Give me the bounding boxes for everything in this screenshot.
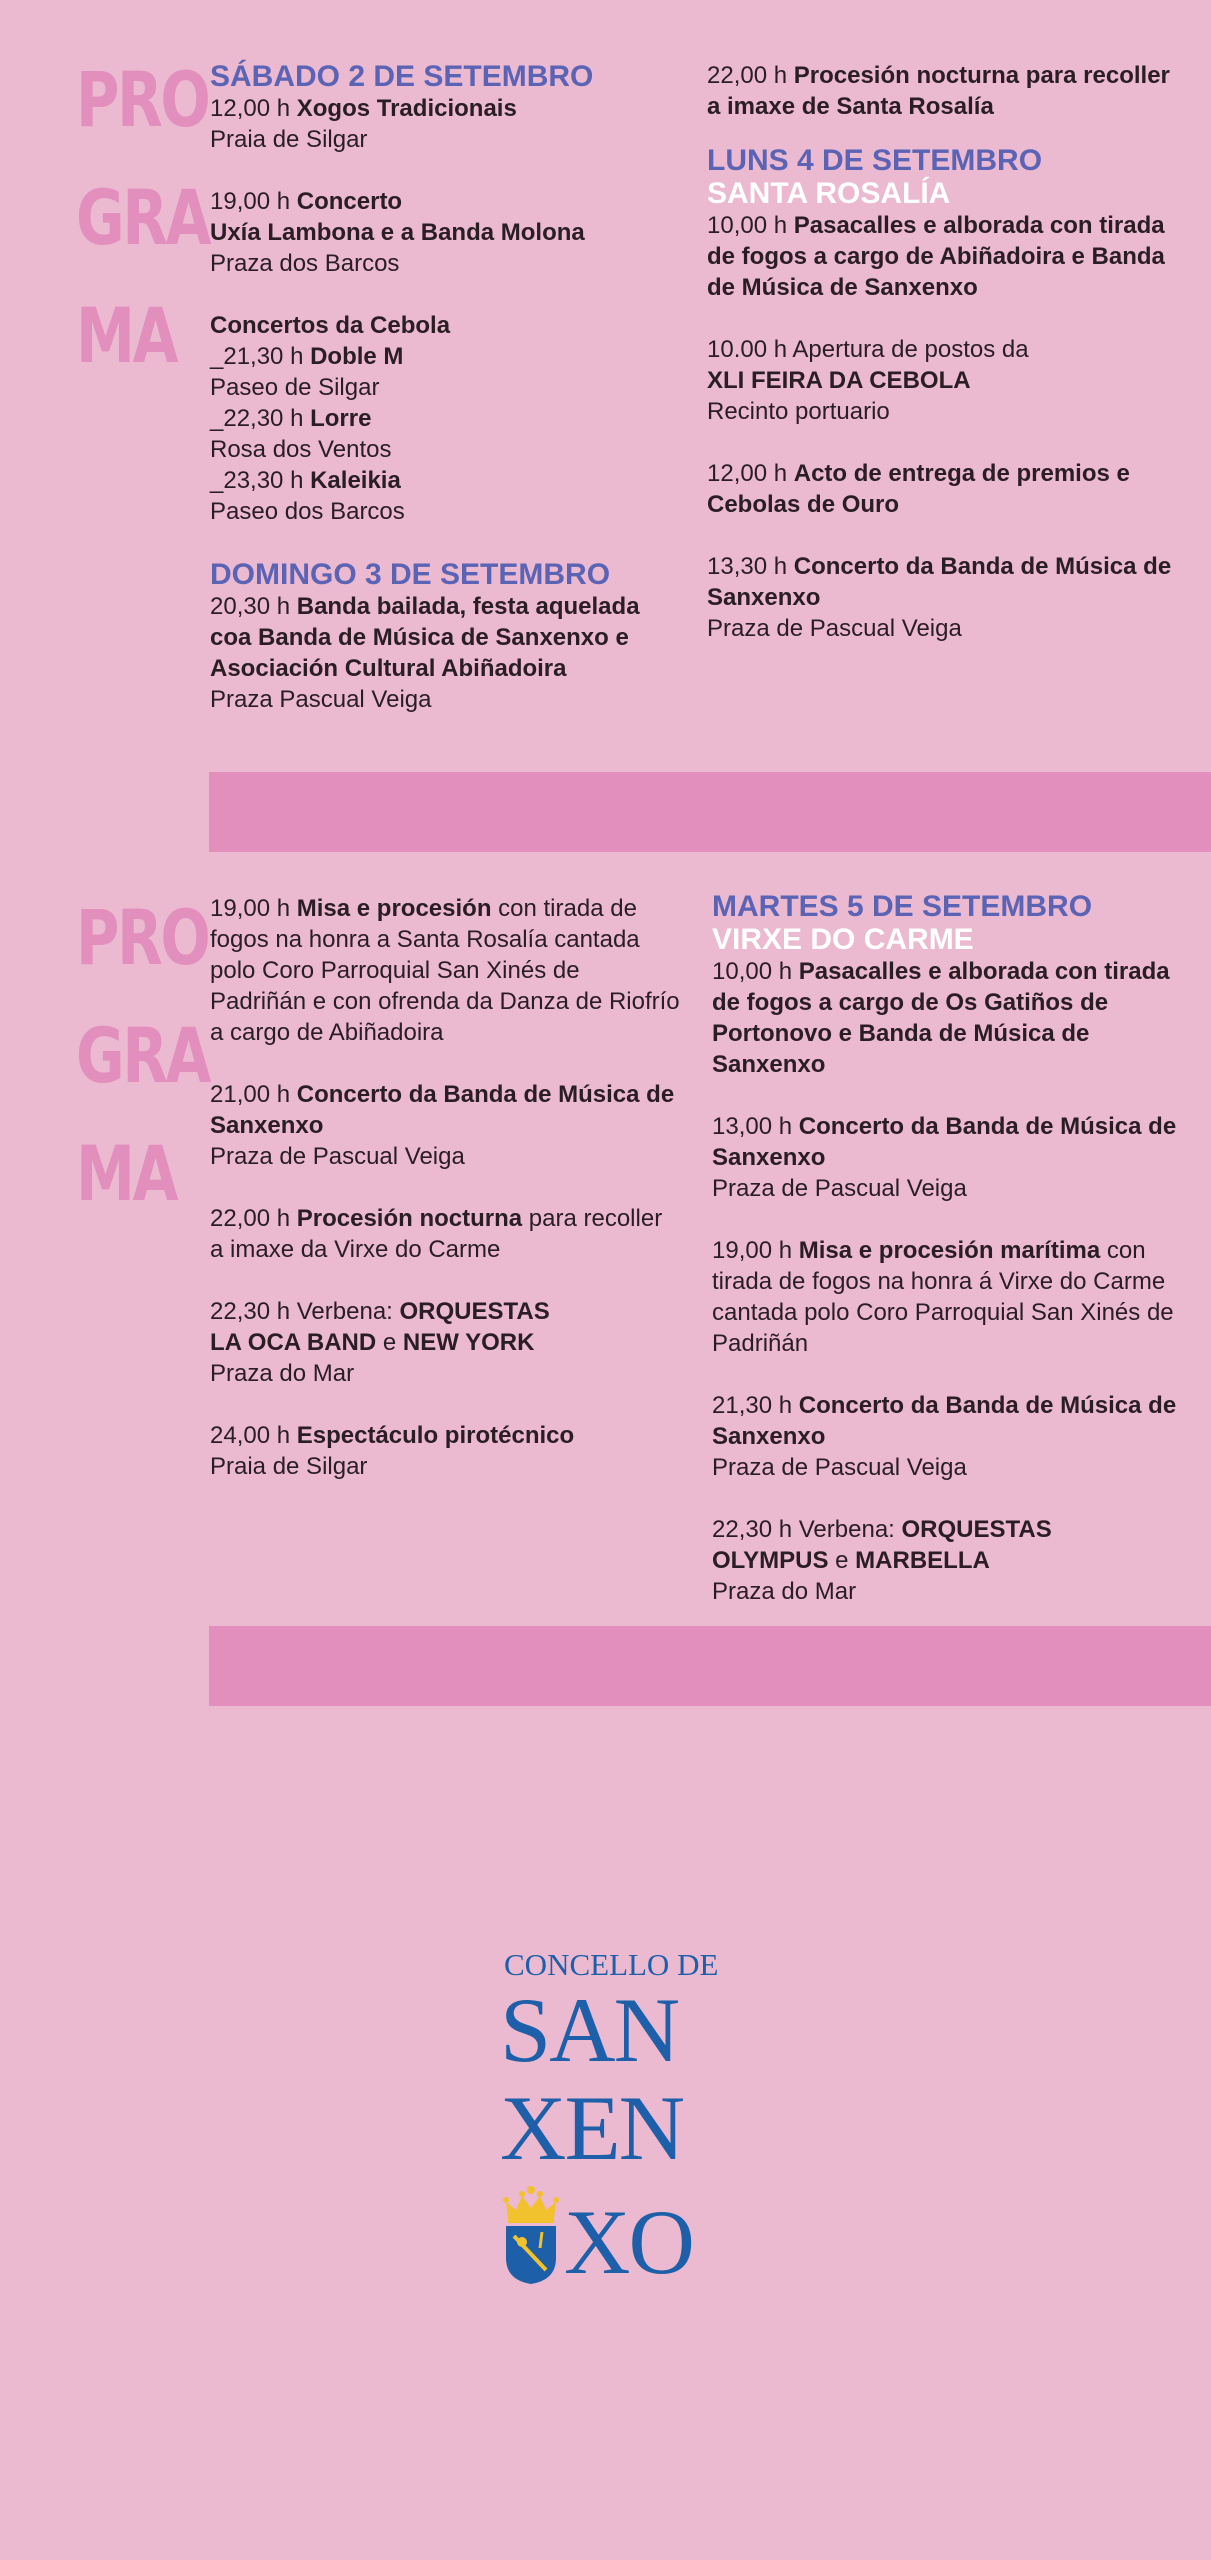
event-place: Praia de Silgar [210,126,368,153]
saint-heading: SANTA ROSALÍA [707,177,951,210]
event-place: Praza de Pascual Veiga [712,1454,967,1481]
event-item: Concertos da Cebola _21,30 h Doble M Paseo de Silgar _22,30 h Lorre Rosa dos Ventos _23,30 h Kaleikia Paseo dos Barcos [210,312,451,525]
day-heading-tuesday: MARTES 5 DE SETEMBRO [712,890,1093,923]
concello-sanxenxo-logo [500,1947,720,2293]
event-place: Praia de Silgar [210,1453,368,1480]
coat-of-arms-icon [500,2178,562,2286]
event-place: Recinto portuario [707,398,890,425]
programa-stamp: PRO GRA MA [76,893,210,1218]
event-item: 20,30 h Banda bailada, festa aquelada coa Banda de Música de Sanxenxo e Asociación Cultural Abiñadoira Praza Pascual Veiga [210,591,670,715]
event-place: Praza do Mar [712,1578,857,1605]
programme-section-2 [0,840,1211,1620]
day-heading-monday: LUNS 4 DE SETEMBRO [707,144,1043,177]
event-item: 13,30 h Concerto da Banda de Música de Sanxenxo Praza de Pascual Veiga [707,551,1177,644]
event-item: 10.00 h Apertura de postos da XLI FEIRA DA CEBOLA Recinto portuario [707,334,1177,427]
event-item: 19,00 h Misa e procesión marítima con tirada de fogos na honra á Virxe do Carme cantada polo Coro Parroquial San Xinés de Padriñán [712,1237,1174,1357]
event-item: 21,30 h Concerto da Banda de Música de Sanxenxo Praza de Pascual Veiga [712,1390,1192,1483]
event-item: 22,00 h Procesión nocturna para recoller a imaxe da Virxe do Carme [210,1205,663,1263]
event-item: 21,00 h Concerto da Banda de Música de Sanxenxo Praza de Pascual Veiga [210,1079,680,1172]
event-item: 22,00 h Procesión nocturna para recoller a imaxe de Santa Rosalía [707,62,1170,120]
event-item: 10,00 h Pasacalles e alborada con tirada de fogos a cargo de Os Gatiños de Portonovo e Banda de Música de Sanxenxo [712,958,1170,1078]
programme-column-right [707,60,1177,675]
decorative-band [209,1626,1211,1706]
day-heading-sunday: DOMINGO 3 DE SETEMBRO [210,558,611,591]
programme-column-right [712,890,1192,1638]
event-place: Praza de Pascual Veiga [707,615,962,642]
programa-stamp: PRO GRA MA [76,55,210,380]
day-heading-saturday: SÁBADO 2 DE SETEMBRO [210,60,594,93]
logo-top-text: CONCELLO DE [504,1947,719,1982]
event-item: 12,00 h Acto de entrega de premios e Cebolas de Ouro [707,460,1130,518]
event-item: 13,00 h Concerto da Banda de Música de Sanxenxo Praza de Pascual Veiga [712,1111,1192,1204]
logo-line-1: SAN [500,1979,679,2081]
event-place: Praza Pascual Veiga [210,686,432,713]
logo-line-3: XO [500,2178,720,2290]
event-item: 24,00 h Espectáculo pirotécnico Praia de Silgar [210,1420,680,1482]
logo-line-2: XEN [500,2077,684,2179]
event-item: 22,30 h Verbena: ORQUESTAS LA OCA BAND e NEW YORK Praza do Mar [210,1296,680,1389]
event-place: Praza de Pascual Veiga [210,1143,465,1170]
event-item: 19,00 h Concerto Uxía Lambona e a Banda Molona Praza dos Barcos [210,186,670,279]
event-place: Praza dos Barcos [210,250,400,277]
event-item: 22,30 h Verbena: ORQUESTAS OLYMPUS e MARBELLA Praza do Mar [712,1514,1192,1607]
event-place: Praza do Mar [210,1360,355,1387]
event-item: 10,00 h Pasacalles e alborada con tirada de fogos a cargo de Abiñadoira e Banda de Música de Sanxenxo [707,212,1165,301]
programme-column-left [210,893,680,1513]
saint-heading: VIRXE DO CARME [712,923,974,956]
event-item: 12,00 h Xogos Tradicionais Praia de Silgar [210,93,670,155]
event-place: Praza de Pascual Veiga [712,1175,967,1202]
programme-column-left [210,60,670,746]
programme-section-1 [0,0,1211,770]
event-item: 19,00 h Misa e procesión con tirada de fogos na honra a Santa Rosalía cantada polo Coro Parroquial San Xinés de Padriñán e con ofrenda da Danza de Riofrío a cargo de Abiñadoira [210,895,680,1046]
